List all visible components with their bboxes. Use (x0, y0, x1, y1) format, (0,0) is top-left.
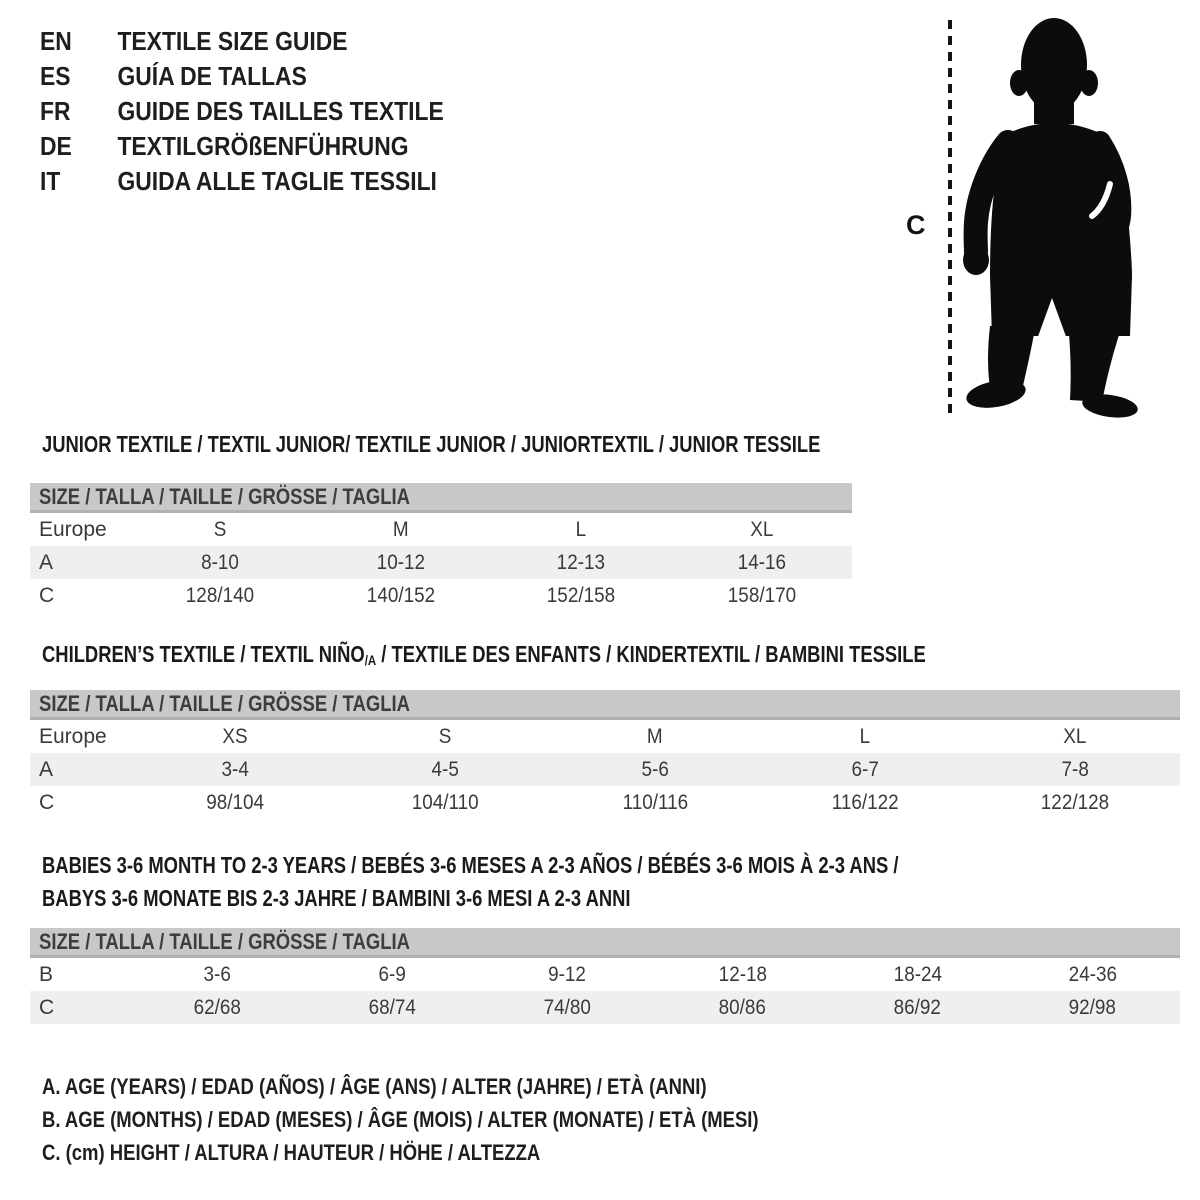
age-cell (491, 551, 672, 575)
junior-section-title: JUNIOR TEXTILE / TEXTIL JUNIOR/ TEXTILE JUNIOR / JUNIORTEXTIL / JUNIOR TESSILE (42, 431, 821, 457)
height-cell (970, 791, 1180, 815)
babies-title-line1: BABIES 3-6 MONTH TO 2-3 YEARS / BEBÉS 3-6 MESES A 2-3 AÑOS / BÉBÉS 3-6 MOIS À 2-3 ANS / (42, 852, 899, 878)
size-header-label: SIZE / TALLA / TAILLE / GRÖSSE / TAGLIA (39, 483, 410, 509)
age-cell (130, 551, 311, 575)
junior-size-table (30, 483, 852, 612)
size-cell (130, 518, 311, 542)
row-label: C (39, 790, 55, 814)
footnote-b: B. AGE (MONTHS) / EDAD (MESES) / ÂGE (MOIS) / ALTER (MONATE) / ETÀ (MESI) (42, 1107, 759, 1132)
measure-label-c: C (906, 210, 926, 240)
guide-title-it: GUIDA ALLE TAGLIE TESSILI (117, 166, 437, 196)
age-value: 5-6 (641, 757, 669, 781)
height-value: 122/128 (1040, 790, 1110, 814)
language-legend (40, 24, 444, 199)
footnote-a: A. AGE (YEARS) / EDAD (AÑOS) / ÂGE (ANS) / ALTER (JAHRE) / ETÀ (ANNI) (42, 1074, 707, 1099)
height-value: 86/92 (893, 995, 942, 1019)
height-cell (130, 996, 305, 1020)
months-value: 12-18 (718, 962, 767, 986)
height-value: 116/122 (831, 790, 899, 814)
size-cell (130, 725, 340, 749)
size-cell (970, 725, 1180, 749)
size-cell (311, 518, 492, 542)
months-value: 18-24 (893, 962, 942, 986)
size-header-label: SIZE / TALLA / TAILLE / GRÖSSE / TAGLIA (39, 690, 410, 716)
height-measure-dashed-line (948, 20, 952, 417)
size-value: L (859, 724, 871, 748)
table-row-age (30, 546, 852, 579)
size-value: L (575, 517, 587, 541)
legend-row (40, 164, 444, 199)
height-value: 152/158 (547, 583, 616, 607)
months-cell (305, 963, 480, 987)
legend-row (40, 129, 444, 164)
toddler-silhouette (962, 16, 1146, 420)
height-cell (672, 584, 853, 608)
guide-title-es: GUÍA DE TALLAS (117, 61, 307, 91)
language-code: IT (40, 166, 61, 196)
height-value: 80/86 (718, 995, 767, 1019)
age-cell (130, 758, 340, 782)
size-value: M (647, 724, 663, 748)
guide-title-en: TEXTILE SIZE GUIDE (117, 26, 348, 56)
table-row-europe (30, 720, 1180, 753)
height-cell (655, 996, 830, 1020)
height-value: 140/152 (366, 583, 435, 607)
months-value: 3-6 (203, 962, 232, 986)
size-value: XS (222, 724, 248, 748)
height-cell (550, 791, 760, 815)
table-row-months (30, 958, 1180, 991)
size-cell (760, 725, 970, 749)
size-value: S (213, 517, 227, 541)
language-code: ES (40, 61, 71, 91)
height-cell (340, 791, 550, 815)
age-value: 10-12 (376, 550, 425, 574)
age-value: 4-5 (431, 757, 459, 781)
babies-title-line2: BABYS 3-6 MONATE BIS 2-3 JAHRE / BAMBINI 3-6 MESI A 2-3 ANNI (42, 885, 631, 911)
size-cell (491, 518, 672, 542)
size-header-bar (30, 690, 1180, 720)
months-value: 9-12 (548, 962, 587, 986)
babies-section-title (42, 849, 898, 915)
months-cell (655, 963, 830, 987)
height-cell (491, 584, 672, 608)
table-row-height (30, 991, 1180, 1024)
height-value: 98/104 (206, 790, 264, 814)
footnotes (42, 1070, 759, 1169)
row-label: C (39, 995, 55, 1019)
guide-title-fr: GUIDE DES TAILLES TEXTILE (117, 96, 444, 126)
height-value: 62/68 (193, 995, 242, 1019)
row-label: Europe (39, 517, 107, 541)
age-cell (760, 758, 970, 782)
size-value: XL (1063, 724, 1087, 748)
row-label: C (39, 583, 55, 607)
size-header-bar (30, 483, 852, 513)
height-value: 74/80 (543, 995, 592, 1019)
height-value: 110/116 (622, 790, 688, 814)
age-cell (672, 551, 853, 575)
months-cell (830, 963, 1005, 987)
size-cell (550, 725, 760, 749)
footnote-c: C. (cm) HEIGHT / ALTURA / HAUTEUR / HÖHE / ALTEZZA (42, 1140, 541, 1165)
months-cell (480, 963, 655, 987)
children-title-post: / TEXTILE DES ENFANTS / KINDERTEXTIL / BAMBINI TESSILE (376, 641, 926, 667)
height-cell (1005, 996, 1180, 1020)
height-value: 128/140 (186, 583, 255, 607)
size-value: M (392, 517, 409, 541)
table-row-height (30, 579, 852, 612)
babies-size-table (30, 928, 1180, 1024)
age-value: 12-13 (557, 550, 606, 574)
size-value: XL (750, 517, 774, 541)
guide-title-de: TEXTILGRÖßENFÜHRUNG (117, 131, 409, 161)
height-cell (760, 791, 970, 815)
height-value: 92/98 (1068, 995, 1117, 1019)
height-value: 104/110 (411, 790, 479, 814)
age-cell (311, 551, 492, 575)
age-value: 8-10 (201, 550, 240, 574)
row-label: A (39, 757, 54, 781)
months-cell (130, 963, 305, 987)
table-row-age (30, 753, 1180, 786)
height-cell (311, 584, 492, 608)
height-cell (480, 996, 655, 1020)
height-cell (830, 996, 1005, 1020)
size-value: S (438, 724, 452, 748)
months-value: 24-36 (1068, 962, 1117, 986)
size-cell (672, 518, 853, 542)
height-cell (130, 584, 311, 608)
height-value: 158/170 (727, 583, 796, 607)
size-cell (340, 725, 550, 749)
age-cell (970, 758, 1180, 782)
height-value: 68/74 (368, 995, 417, 1019)
age-cell (340, 758, 550, 782)
age-value: 14-16 (737, 550, 786, 574)
language-code: FR (40, 96, 71, 126)
height-cell (305, 996, 480, 1020)
table-row-europe (30, 513, 852, 546)
size-header-bar (30, 928, 1180, 958)
months-cell (1005, 963, 1180, 987)
language-code: DE (40, 131, 72, 161)
children-title-sub: /A (364, 652, 377, 669)
children-size-table (30, 690, 1180, 819)
children-title-pre: CHILDREN’S TEXTILE / TEXTIL NIÑO (42, 641, 365, 667)
row-label: A (39, 550, 54, 574)
months-value: 6-9 (378, 962, 407, 986)
legend-row (40, 59, 444, 94)
age-value: 6-7 (851, 757, 879, 781)
age-cell (550, 758, 760, 782)
row-label: B (39, 962, 54, 986)
size-header-label: SIZE / TALLA / TAILLE / GRÖSSE / TAGLIA (39, 928, 410, 954)
children-section-title (42, 642, 926, 670)
table-row-height (30, 786, 1180, 819)
row-label: Europe (39, 724, 107, 748)
legend-row (40, 24, 444, 59)
height-cell (130, 791, 340, 815)
legend-row (40, 94, 444, 129)
age-value: 3-4 (221, 757, 249, 781)
language-code: EN (40, 26, 72, 56)
age-value: 7-8 (1061, 757, 1089, 781)
